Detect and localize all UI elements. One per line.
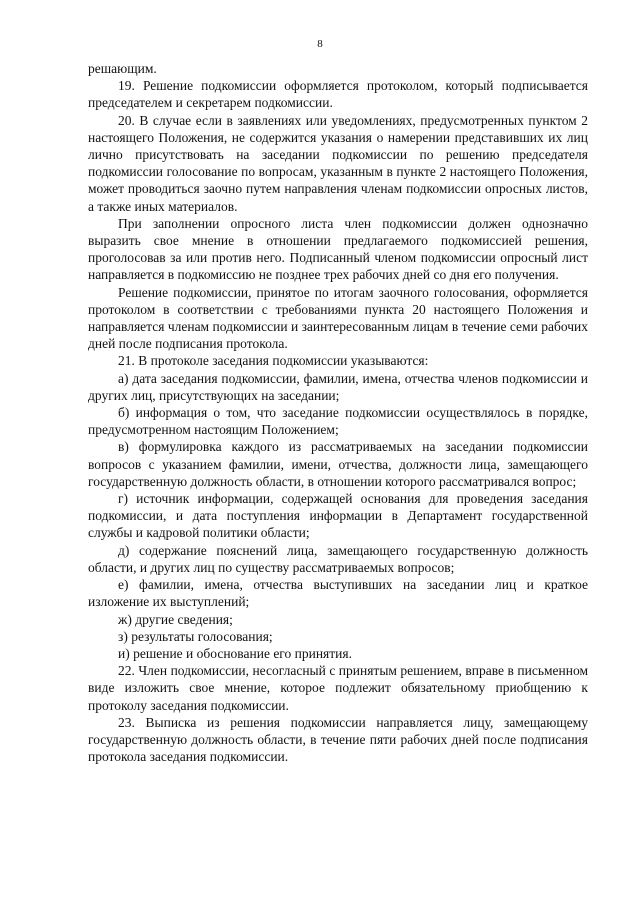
list-item-zh: ж) другие сведения; [118, 611, 233, 627]
paragraph-absentee-decision: Решение подкомиссии, принятое по итогам заочного голосования, оформляется протоколом в соответствии с требованиями пункта 20 настоящего Положения и направляется членам подкомиссии и заинтересованным лицам в течение семи рабочих дней после подписания протокола. [88, 284, 588, 352]
document-body [88, 60, 588, 765]
list-item-i: и) решение и обоснование его принятия. [118, 645, 352, 661]
list-item-v: в) формулировка каждого из рассматриваемых на заседании подкомиссии вопросов с указанием фамилии, имени, отчества, должности лица, замещающего государственную должность области, в отношении которого рассматривался вопрос; [88, 439, 588, 489]
paragraph-item-19: 19. Решение подкомиссии оформляется протоколом, который подписывается председателем и секретарем подкомиссии. [88, 78, 588, 111]
paragraph-continuation: решающим. [88, 61, 157, 76]
page-number: 8 [317, 38, 323, 50]
paragraph-item-21: 21. В протоколе заседания подкомиссии указываются: [118, 353, 429, 369]
list-item-z: з) результаты голосования; [118, 628, 273, 644]
list-item-e: е) фамилии, имена, отчества выступивших на заседании лиц и краткое изложение их выступлений; [88, 577, 588, 610]
list-item-a: а) дата заседания подкомиссии, фамилии, имена, отчества членов подкомиссии и других лиц, присутствующих на заседании; [88, 370, 588, 403]
paragraph-item-23: 23. Выписка из решения подкомиссии направляется лицу, замещающему государственную должность области, в течение пяти рабочих дней после подписания протокола заседания подкомиссии. [88, 714, 588, 765]
list-item-b: б) информация о том, что заседание подкомиссии осуществлялось в порядке, предусмотренном настоящим Положением; [88, 405, 588, 438]
paragraph-questionnaire: При заполнении опросного листа член подкомиссии должен однозначно выразить свое мнение в отношении предлагаемого подкомиссией решения, проголосовав за или против него. Подписанный членом подкомиссии опросный лист направляется в подкомиссию не позднее трех рабочих дней со дня его получения. [88, 215, 588, 283]
paragraph-item-22: 22. Член подкомиссии, несогласный с принятым решением, вправе в письменном виде изложить свое мнение, которое подлежит обязательному приобщению к протоколу заседания подкомиссии. [88, 663, 588, 713]
list-item-g: г) источник информации, содержащей основания для проведения заседания подкомиссии, и дата поступления информации в Департамент государственной службы и кадровой политики области; [88, 491, 588, 541]
list-item-d: д) содержание пояснений лица, замещающего государственную должность области, и других лиц по существу рассматриваемых вопросов; [88, 542, 588, 575]
paragraph-item-20: 20. В случае если в заявлениях или уведомлениях, предусмотренных пунктом 2 настоящего Положения, не содержится указания о намерении представивших их лиц лично присутствовать на заседании подкомиссии по решению председателя подкомиссии голосование по вопросам, указанным в пункте 2 настоящего Положения, может проводиться заочно путем направления членам подкомиссии опросных листов, а также иных материалов. [88, 112, 588, 214]
